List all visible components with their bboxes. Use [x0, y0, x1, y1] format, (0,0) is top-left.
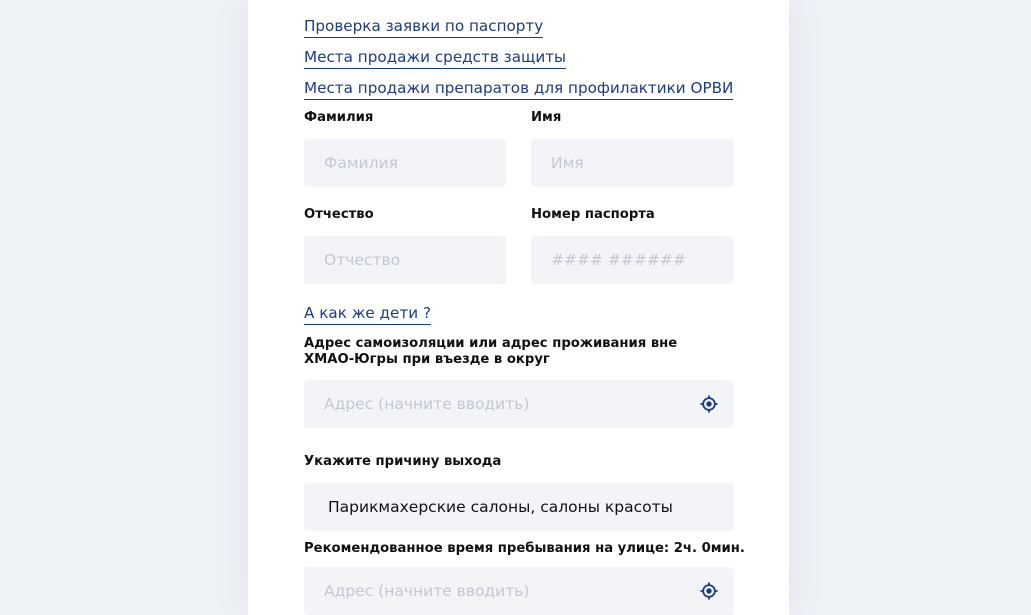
first-name-field	[531, 139, 734, 187]
destination-address-field	[304, 567, 734, 615]
reason-label: Укажите причину выхода	[304, 454, 502, 469]
passport-label: Номер паспорта	[531, 207, 655, 222]
address-field	[304, 380, 734, 428]
last-name-input[interactable]	[324, 154, 486, 172]
recommended-time-text: Рекомендованное время пребывания на улице: 2ч. 0мин.	[304, 541, 745, 556]
last-name-label: Фамилия	[304, 110, 374, 125]
patronymic-label: Отчество	[304, 207, 374, 222]
location-target-icon[interactable]	[700, 395, 718, 413]
patronymic-input[interactable]	[324, 251, 486, 269]
passport-field	[531, 236, 734, 284]
passport-input[interactable]	[551, 251, 714, 269]
last-name-field	[304, 139, 506, 187]
location-target-icon[interactable]	[700, 582, 718, 600]
destination-address-input[interactable]	[324, 582, 686, 600]
passport-check-link[interactable]: Проверка заявки по паспорту	[304, 17, 543, 38]
reason-select[interactable]	[304, 483, 734, 531]
application-form-card	[248, 0, 789, 615]
address-input[interactable]	[324, 395, 686, 413]
patronymic-field	[304, 236, 506, 284]
reason-selected-value: Парикмахерские салоны, салоны красоты	[328, 498, 673, 516]
address-label: Адрес самоизоляции или адрес проживания вне ХМАО-Югры при въезде в округ	[304, 336, 678, 367]
first-name-input[interactable]	[551, 154, 714, 172]
first-name-label: Имя	[531, 110, 562, 125]
protection-shops-link[interactable]: Места продажи средств защиты	[304, 48, 566, 69]
arvi-shops-link[interactable]: Места продажи препаратов для профилактики ОРВИ	[304, 79, 733, 100]
children-link[interactable]: А как же дети ?	[304, 304, 431, 325]
